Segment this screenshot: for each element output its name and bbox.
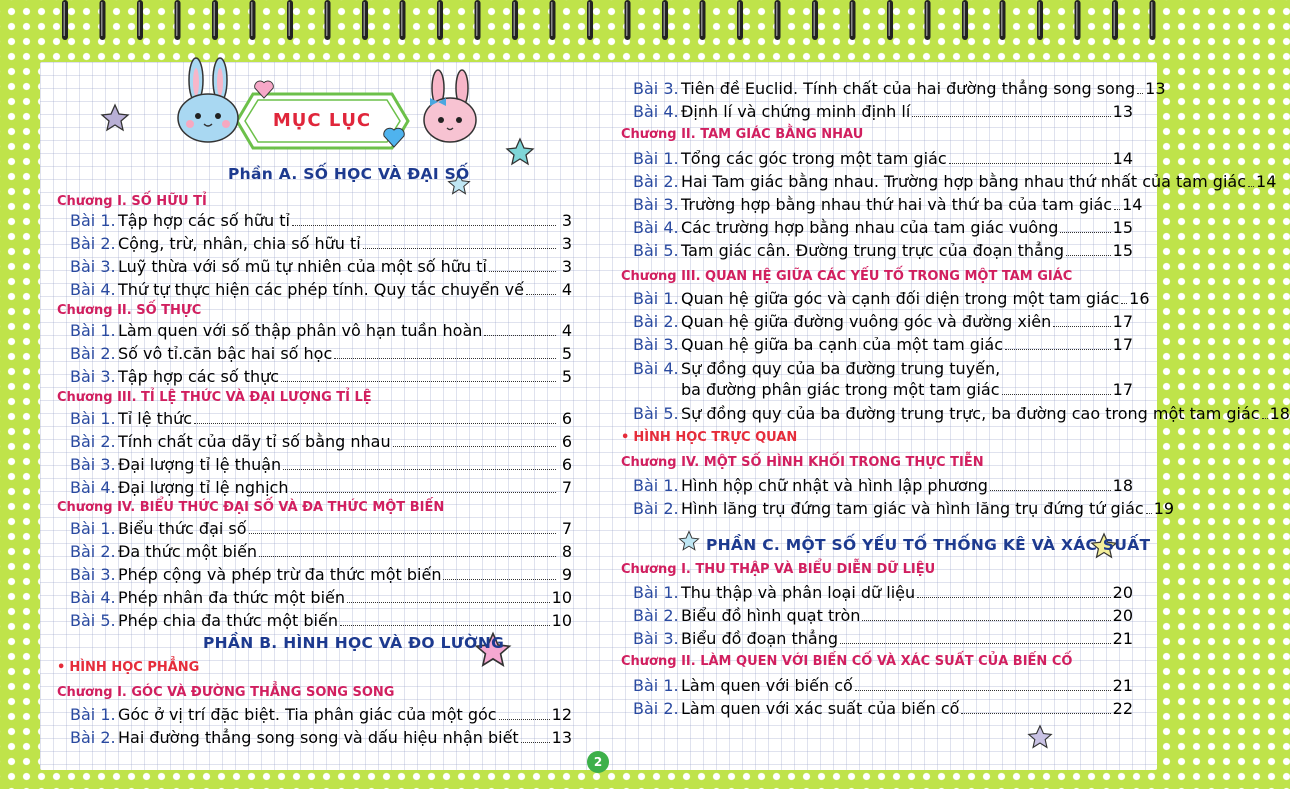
- dot-leader: [526, 294, 556, 295]
- lesson-title: Tiên đề Euclid. Tính chất của hai đường thẳng song song: [681, 79, 1136, 98]
- part-a-heading: Phần A. SỐ HỌC VÀ ĐẠI SỐ: [228, 165, 470, 183]
- lesson-title: Trường hợp bằng nhau thứ hai và thứ ba của tam giác: [681, 195, 1113, 214]
- dot-leader: [912, 116, 1110, 117]
- teal-star-icon: [505, 137, 535, 167]
- toc-entry: [633, 242, 1133, 260]
- toc-entry: [633, 677, 1133, 695]
- subsection-heading: [621, 430, 797, 445]
- chapter-heading: Chương I. SỐ HỮU TỈ: [57, 194, 207, 209]
- lesson-page: 17: [1112, 335, 1133, 354]
- lesson-number: Bài 2.: [633, 172, 679, 191]
- lesson-number: Bài 3.: [70, 565, 116, 584]
- chapter-heading: Chương IV. BIỂU THỨC ĐẠI SỐ VÀ ĐA THỨC MỘT BIẾN: [57, 500, 445, 515]
- lesson-page: 13: [551, 728, 572, 747]
- toc-entry: [633, 79, 1166, 98]
- dot-leader: [1053, 326, 1110, 327]
- lesson-number: Bài 2.: [70, 234, 116, 253]
- lesson-title: Cộng, trừ, nhân, chia số hữu tỉ: [118, 234, 361, 253]
- lesson-number: Bài 2.: [633, 606, 679, 625]
- lesson-page: 18: [1269, 404, 1290, 423]
- toc-entry: [70, 612, 572, 630]
- lesson-number: Bài 5.: [633, 241, 679, 260]
- chapter-heading: Chương II. TAM GIÁC BẰNG NHAU: [621, 127, 864, 142]
- lesson-title: Tổng các góc trong một tam giác: [681, 149, 947, 168]
- purple-star-icon: [100, 103, 130, 133]
- dot-leader: [1121, 303, 1127, 304]
- toc-entry: [633, 219, 1133, 237]
- lesson-number: Bài 1.: [633, 149, 679, 168]
- lesson-page: 10: [551, 611, 572, 630]
- dot-leader: [1146, 513, 1152, 514]
- lesson-number: Bài 3.: [70, 367, 116, 386]
- lesson-number: Bài 2.: [70, 728, 116, 747]
- lesson-title: Sự đồng quy của ba đường trung trực, ba đường cao trong một tam giác: [681, 404, 1260, 423]
- lesson-title: Hình hộp chữ nhật và hình lập phương: [681, 476, 988, 495]
- lesson-number: Bài 4.: [70, 588, 116, 607]
- toc-entry: [70, 281, 572, 299]
- lesson-title: Phép nhân đa thức một biến: [118, 588, 345, 607]
- lesson-page: 8: [561, 542, 572, 561]
- dot-leader: [292, 225, 556, 226]
- toc-entry: [70, 258, 572, 276]
- blue-bunny-icon: [170, 58, 250, 146]
- small-teal-star-icon: [678, 530, 700, 552]
- toc-entry: [633, 289, 1150, 308]
- dot-leader: [1066, 255, 1111, 256]
- toc-entry: [70, 410, 572, 428]
- lesson-title: Quan hệ giữa đường vuông góc và đường xiên: [681, 312, 1052, 331]
- toc-entry: [633, 336, 1133, 354]
- dot-leader: [1002, 394, 1111, 395]
- lesson-number: Bài 2.: [633, 699, 679, 718]
- lesson-number: Bài 4.: [633, 359, 679, 378]
- lesson-page: 16: [1129, 289, 1150, 308]
- lesson-number: Bài 1.: [633, 476, 679, 495]
- chapter-heading: Chương II. LÀM QUEN VỚI BIẾN CỐ VÀ XÁC SUẤT CỦA BIẾN CỐ: [621, 654, 1073, 669]
- dot-leader: [443, 579, 556, 580]
- lesson-title: Thu thập và phân loại dữ liệu: [681, 583, 916, 602]
- dot-leader: [1060, 232, 1110, 233]
- lesson-title: Phép chia đa thức một biến: [118, 611, 338, 630]
- lesson-page: 17: [1112, 380, 1133, 399]
- lesson-page: 18: [1112, 476, 1133, 495]
- lesson-number: Bài 3.: [70, 257, 116, 276]
- lesson-number: Bài 2.: [633, 312, 679, 331]
- lesson-title: Góc ở vị trí đặc biệt. Tia phân giác của một góc: [118, 705, 497, 724]
- dot-leader: [990, 490, 1111, 491]
- lesson-page: 3: [561, 257, 572, 276]
- lesson-number: Bài 3.: [70, 455, 116, 474]
- toc-entry: [70, 235, 572, 253]
- dot-leader: [961, 713, 1110, 714]
- lesson-title: Tỉ lệ thức: [118, 409, 193, 428]
- subsection-heading-bullet: •: [621, 430, 630, 445]
- subsection-heading-label: HÌNH HỌC PHẲNG: [69, 660, 200, 675]
- lesson-page: 20: [1112, 606, 1133, 625]
- lesson-page: 7: [561, 519, 572, 538]
- toc-entry: [633, 584, 1133, 602]
- toc-entry: [70, 212, 572, 230]
- lesson-number: Bài 2.: [70, 432, 116, 451]
- lesson-number: Bài 3.: [633, 335, 679, 354]
- lesson-title: Luỹ thừa với số mũ tự nhiên của một số hữu tỉ: [118, 257, 487, 276]
- lesson-number: Bài 1.: [633, 676, 679, 695]
- dot-leader: [334, 358, 556, 359]
- subsection-heading-label: HÌNH HỌC TRỰC QUAN: [633, 430, 798, 445]
- lavender-star-icon: [1027, 724, 1053, 750]
- lesson-title: Đa thức một biến: [118, 542, 258, 561]
- lesson-title: Tính chất của dãy tỉ số bằng nhau: [118, 432, 391, 451]
- lesson-page: 10: [551, 588, 572, 607]
- lesson-page: 4: [561, 280, 572, 299]
- toc-entry: [70, 706, 572, 724]
- lesson-page: 7: [561, 478, 572, 497]
- lesson-title: Quan hệ giữa góc và cạnh đối diện trong một tam giác: [681, 289, 1120, 308]
- dot-leader: [1137, 93, 1143, 94]
- lesson-title: Đại lượng tỉ lệ thuận: [118, 455, 282, 474]
- subsection-heading-bullet: •: [57, 660, 66, 675]
- lesson-page: 6: [561, 409, 572, 428]
- lesson-page: 14: [1256, 172, 1277, 191]
- lesson-title: Biểu đồ đoạn thẳng: [681, 629, 839, 648]
- spiral-binding: [0, 0, 1200, 42]
- dot-leader: [194, 423, 556, 424]
- lesson-page: 15: [1112, 241, 1133, 260]
- toc-entry: [70, 322, 572, 340]
- toc-entry: [70, 566, 572, 584]
- lesson-number: Bài 4.: [633, 102, 679, 121]
- lesson-number: Bài 1.: [70, 409, 116, 428]
- toc-entry: [70, 589, 572, 607]
- lesson-title: Làm quen với biến cố: [681, 676, 853, 695]
- toc-entry: [70, 456, 572, 474]
- lesson-title: Hai đường thẳng song song và dấu hiệu nhận biết: [118, 728, 519, 747]
- lesson-title: Biểu thức đại số: [118, 519, 247, 538]
- toc-entry: [70, 520, 572, 538]
- dot-leader: [363, 248, 556, 249]
- lesson-title: Làm quen với số thập phân vô hạn tuần hoàn: [118, 321, 483, 340]
- chapter-heading: Chương I. THU THẬP VÀ BIỂU DIỄN DỮ LIỆU: [621, 562, 936, 577]
- lesson-page: 9: [561, 565, 572, 584]
- lesson-page: 6: [561, 432, 572, 451]
- dot-leader: [1114, 209, 1120, 210]
- dot-leader: [521, 742, 550, 743]
- lesson-page: 19: [1153, 499, 1175, 518]
- lesson-page: 20: [1112, 583, 1133, 602]
- lesson-number: Bài 1.: [70, 211, 116, 230]
- lesson-number: Bài 2.: [70, 542, 116, 561]
- lesson-number: Bài 1.: [633, 583, 679, 602]
- lesson-page: 21: [1112, 676, 1133, 695]
- chapter-heading: Chương I. GÓC VÀ ĐƯỜNG THẲNG SONG SONG: [57, 685, 395, 700]
- dot-leader: [393, 446, 556, 447]
- lesson-number: Bài 2.: [633, 499, 679, 518]
- pink-bunny-icon: [418, 68, 482, 146]
- subsection-heading: [57, 660, 199, 675]
- pink-heart-icon: [253, 79, 275, 99]
- dot-leader: [949, 163, 1111, 164]
- dot-leader: [281, 381, 556, 382]
- toc-entry: [633, 477, 1133, 495]
- toc-entry: [633, 103, 1133, 121]
- dot-leader: [259, 556, 556, 557]
- lesson-title: Làm quen với xác suất của biến cố: [681, 699, 960, 718]
- lesson-number: Bài 3.: [633, 629, 679, 648]
- lesson-page: 21: [1112, 629, 1133, 648]
- chapter-heading: Chương III. QUAN HỆ GIỮA CÁC YẾU TỐ TRONG MỘT TAM GIÁC: [621, 269, 1073, 284]
- dot-leader: [917, 597, 1111, 598]
- dot-leader: [1005, 349, 1111, 350]
- lesson-number: Bài 1.: [70, 519, 116, 538]
- lesson-number: Bài 3.: [633, 79, 679, 98]
- lesson-title: Đại lượng tỉ lệ nghịch: [118, 478, 289, 497]
- part-b-heading: PHẦN B. HÌNH HỌC VÀ ĐO LƯỜNG: [203, 634, 505, 652]
- lesson-page: 22: [1112, 699, 1133, 718]
- lesson-number: Bài 1.: [70, 321, 116, 340]
- toc-entry: [633, 404, 1290, 423]
- blue-heart-icon: [382, 126, 406, 148]
- chapter-heading: Chương III. TỈ LỆ THỨC VÀ ĐẠI LƯỢNG TỈ LỆ: [57, 390, 372, 405]
- lesson-title: Tam giác cân. Đường trung trực của đoạn thẳng: [681, 241, 1065, 260]
- toc-entry: [633, 630, 1133, 648]
- chapter-heading: Chương IV. MỘT SỐ HÌNH KHỐI TRONG THỰC TIỄN: [621, 455, 984, 470]
- dot-leader: [840, 643, 1111, 644]
- lesson-title: Hai Tam giác bằng nhau. Trường hợp bằng nhau thứ nhất của tam giác: [681, 172, 1247, 191]
- toc-entry: [633, 607, 1133, 625]
- lesson-title: ba đường phân giác trong một tam giác: [681, 380, 1000, 399]
- lesson-number: Bài 4.: [70, 280, 116, 299]
- lesson-title: Hình lăng trụ đứng tam giác và hình lăng trụ đứng tứ giác: [681, 499, 1144, 518]
- dot-leader: [283, 469, 556, 470]
- lesson-page: 14: [1112, 149, 1133, 168]
- page-title: MỤC LỤC: [272, 110, 372, 131]
- dot-leader: [291, 492, 557, 493]
- lesson-page: 14: [1122, 195, 1143, 214]
- lesson-number: Bài 5.: [633, 404, 679, 423]
- dot-leader: [489, 271, 556, 272]
- dot-leader: [1248, 186, 1254, 187]
- lesson-title: Tập hợp các số thực: [118, 367, 280, 386]
- toc-entry: [633, 313, 1133, 331]
- lesson-number: Bài 5.: [70, 611, 116, 630]
- toc-entry: [633, 195, 1143, 214]
- lesson-page: 13: [1145, 79, 1166, 98]
- part-c-heading: PHẦN C. MỘT SỐ YẾU TỐ THỐNG KÊ VÀ XÁC SUẤT: [706, 536, 1151, 554]
- lesson-number: Bài 2.: [70, 344, 116, 363]
- lesson-title: Tập hợp các số hữu tỉ: [118, 211, 290, 230]
- page-number: 2: [587, 751, 609, 773]
- lesson-title: Quan hệ giữa ba cạnh của một tam giác: [681, 335, 1003, 354]
- lesson-number: Bài 1.: [70, 705, 116, 724]
- lesson-title: Phép cộng và phép trừ đa thức một biến: [118, 565, 442, 584]
- lesson-title: Sự đồng quy của ba đường trung tuyến,: [681, 359, 1001, 378]
- lesson-title: Số vô tỉ.căn bậc hai số học: [118, 344, 333, 363]
- toc-entry: [70, 543, 572, 561]
- dot-leader: [249, 533, 556, 534]
- lesson-page: 15: [1112, 218, 1133, 237]
- lesson-title: Định lí và chứng minh định lí: [681, 102, 911, 121]
- lesson-page: 6: [561, 455, 572, 474]
- lesson-page: 17: [1112, 312, 1133, 331]
- dot-leader: [855, 690, 1111, 691]
- toc-entry-multiline: [633, 360, 1133, 378]
- dot-leader: [340, 625, 550, 626]
- toc-entry: [70, 368, 572, 386]
- lesson-number: Bài 4.: [633, 218, 679, 237]
- toc-entry: [70, 345, 572, 363]
- toc-entry: [633, 499, 1175, 518]
- lesson-title: Biểu đồ hình quạt tròn: [681, 606, 861, 625]
- lesson-page: 5: [561, 367, 572, 386]
- toc-entry: [70, 433, 572, 451]
- toc-entry: [633, 172, 1277, 191]
- dot-leader: [347, 602, 550, 603]
- toc-entry: [70, 729, 572, 747]
- lesson-page: 5: [561, 344, 572, 363]
- lesson-number: Bài 4.: [70, 478, 116, 497]
- chapter-heading: Chương II. SỐ THỰC: [57, 303, 202, 318]
- toc-entry-continuation: [681, 381, 1133, 399]
- toc-entry: [70, 479, 572, 497]
- lesson-page: 3: [561, 234, 572, 253]
- dot-leader: [1262, 418, 1268, 419]
- dot-leader: [499, 719, 550, 720]
- lesson-number: Bài 1.: [633, 289, 679, 308]
- lesson-page: 13: [1112, 102, 1133, 121]
- lesson-title: Các trường hợp bằng nhau của tam giác vuông: [681, 218, 1059, 237]
- dot-leader: [484, 335, 556, 336]
- toc-entry: [633, 150, 1133, 168]
- lesson-page: 3: [561, 211, 572, 230]
- lesson-number: Bài 3.: [633, 195, 679, 214]
- dot-leader: [862, 620, 1110, 621]
- lesson-page: 12: [551, 705, 572, 724]
- lesson-title: Thứ tự thực hiện các phép tính. Quy tắc chuyển vế: [118, 280, 524, 299]
- lesson-page: 4: [561, 321, 572, 340]
- toc-entry: [633, 700, 1133, 718]
